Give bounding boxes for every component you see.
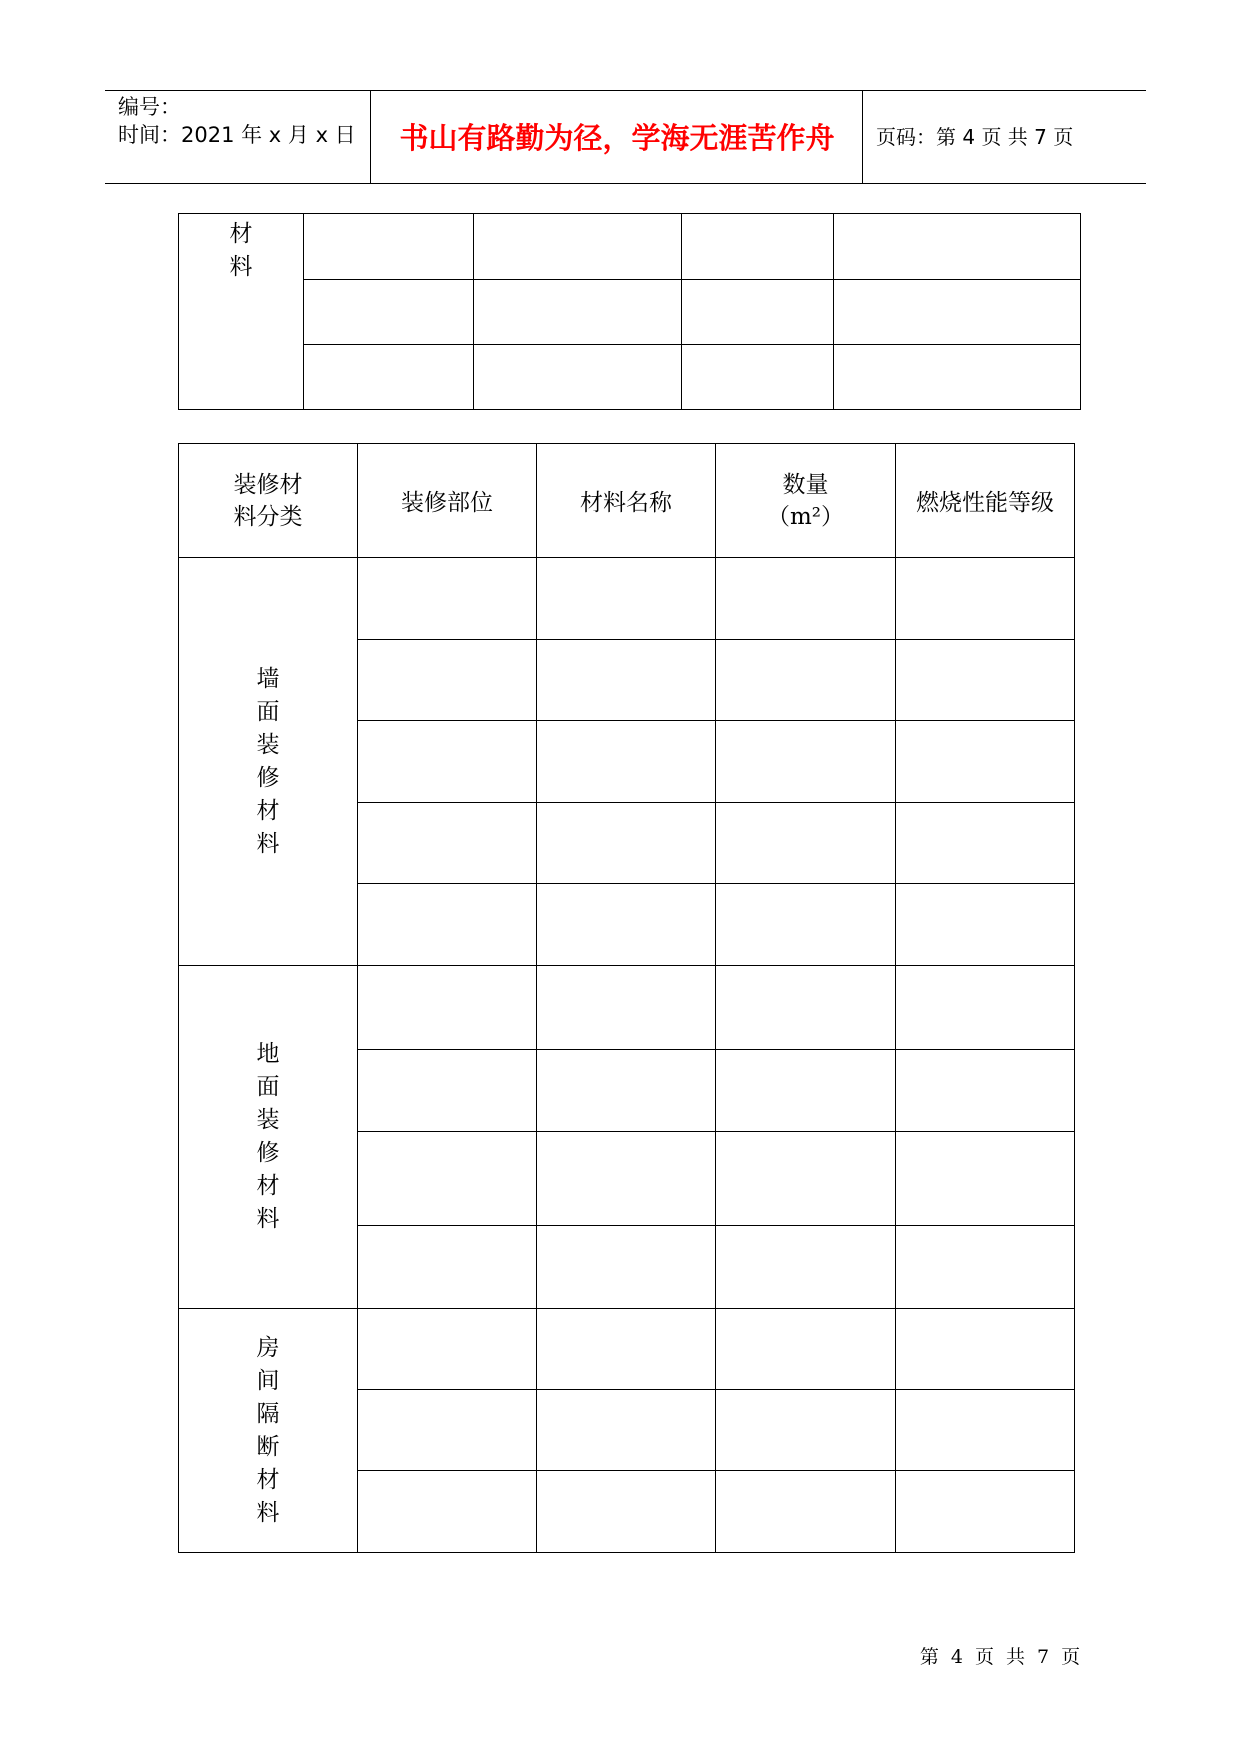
table-cell[interactable]: [537, 1226, 716, 1309]
group-label-cell-wall: [179, 558, 358, 966]
table-cell[interactable]: [834, 214, 1081, 280]
table-cell[interactable]: [716, 1050, 896, 1132]
table-cell[interactable]: [358, 1226, 537, 1309]
table-cell[interactable]: [896, 884, 1075, 966]
top-materials-table: [178, 213, 1081, 410]
top-table-category-cell: [179, 214, 304, 410]
table-cell[interactable]: [716, 721, 896, 803]
header-number-label: 编号：: [118, 95, 181, 119]
decoration-materials-table: [178, 443, 1075, 1553]
header-time-label: 时间：2021 年 x 月 x 日: [118, 123, 356, 147]
table-cell[interactable]: [834, 280, 1081, 345]
table-cell[interactable]: [896, 966, 1075, 1050]
table-cell[interactable]: [358, 558, 537, 640]
table-cell[interactable]: [474, 214, 682, 280]
table-cell[interactable]: [537, 558, 716, 640]
table-cell[interactable]: [537, 1050, 716, 1132]
table-row: [179, 558, 1075, 640]
header-page-code: 页码：第 4 页 共 7 页: [876, 125, 1074, 149]
header-fire-rating-cell: 燃烧性能等级: [896, 444, 1075, 558]
header-category-cell: [179, 444, 358, 558]
table-row: [179, 1309, 1075, 1390]
table-cell[interactable]: [716, 640, 896, 721]
table-cell[interactable]: [537, 721, 716, 803]
table-cell[interactable]: [358, 884, 537, 966]
table-cell[interactable]: [358, 1050, 537, 1132]
table-row: [179, 966, 1075, 1050]
table-cell[interactable]: [537, 1390, 716, 1471]
table-cell[interactable]: [358, 721, 537, 803]
table-cell[interactable]: [358, 640, 537, 721]
header-category-label: 装修材料分类: [233, 471, 303, 530]
header-quantity-cell: [716, 444, 896, 558]
header-motto: 书山有路勤为径，学海无涯苦作舟: [399, 121, 835, 155]
table-cell[interactable]: [537, 966, 716, 1050]
table-cell[interactable]: [896, 558, 1075, 640]
table-cell[interactable]: [716, 884, 896, 966]
table-cell[interactable]: [682, 280, 834, 345]
group-label-cell-floor: [179, 966, 358, 1309]
table-cell[interactable]: [358, 1132, 537, 1226]
table-cell[interactable]: [716, 1132, 896, 1226]
table-cell[interactable]: [537, 803, 716, 884]
table-cell[interactable]: [474, 280, 682, 345]
footer-page-number: 第 4 页 共 7 页: [919, 1646, 1081, 1668]
top-table-category-label: 材 料: [229, 221, 253, 280]
table-cell[interactable]: [896, 1390, 1075, 1471]
table-cell[interactable]: [682, 214, 834, 280]
table-cell[interactable]: [537, 1309, 716, 1390]
header-divider-left: [370, 90, 371, 184]
table-cell[interactable]: [682, 345, 834, 410]
table-cell[interactable]: [896, 1132, 1075, 1226]
table-cell[interactable]: [304, 345, 474, 410]
table-cell[interactable]: [358, 803, 537, 884]
table-cell[interactable]: [716, 1390, 896, 1471]
table-cell[interactable]: [896, 1226, 1075, 1309]
table-cell[interactable]: [358, 1390, 537, 1471]
table-cell[interactable]: [358, 966, 537, 1050]
header-location-cell: 装修部位: [358, 444, 537, 558]
table-cell[interactable]: [716, 1309, 896, 1390]
table-cell[interactable]: [896, 721, 1075, 803]
table-cell[interactable]: [304, 280, 474, 345]
group-label-wall: 墙 面 装 修 材 料: [256, 665, 280, 857]
table-cell[interactable]: [474, 345, 682, 410]
header-bottom-rule: [105, 183, 1146, 184]
table-cell[interactable]: [358, 1471, 537, 1553]
header-quantity-unit: （m²）: [766, 503, 845, 530]
header-divider-right: [862, 90, 863, 184]
table-cell[interactable]: [537, 640, 716, 721]
group-label-floor: 地 面 装 修 材 料: [256, 1041, 280, 1232]
table-cell[interactable]: [716, 1471, 896, 1553]
table-cell[interactable]: [716, 966, 896, 1050]
table-cell[interactable]: [896, 1309, 1075, 1390]
table-cell[interactable]: [896, 1471, 1075, 1553]
table-cell[interactable]: [716, 803, 896, 884]
table-cell[interactable]: [304, 214, 474, 280]
header-quantity-label: 数量: [782, 471, 829, 498]
group-label-cell-partition: [179, 1309, 358, 1553]
table-cell[interactable]: [716, 1226, 896, 1309]
table-cell[interactable]: [537, 1132, 716, 1226]
table-cell[interactable]: [896, 1050, 1075, 1132]
table-cell[interactable]: [537, 884, 716, 966]
header-meta: [118, 93, 356, 149]
header-top-rule: [105, 90, 1146, 91]
table-cell[interactable]: [834, 345, 1081, 410]
table-header-row: [179, 444, 1075, 558]
table-cell[interactable]: [896, 640, 1075, 721]
header-material-name-cell: 材料名称: [537, 444, 716, 558]
table-cell[interactable]: [896, 803, 1075, 884]
table-cell[interactable]: [358, 1309, 537, 1390]
table-cell[interactable]: [537, 1471, 716, 1553]
table-cell[interactable]: [716, 558, 896, 640]
group-label-partition: 房 间 隔 断 材 料: [256, 1334, 280, 1526]
